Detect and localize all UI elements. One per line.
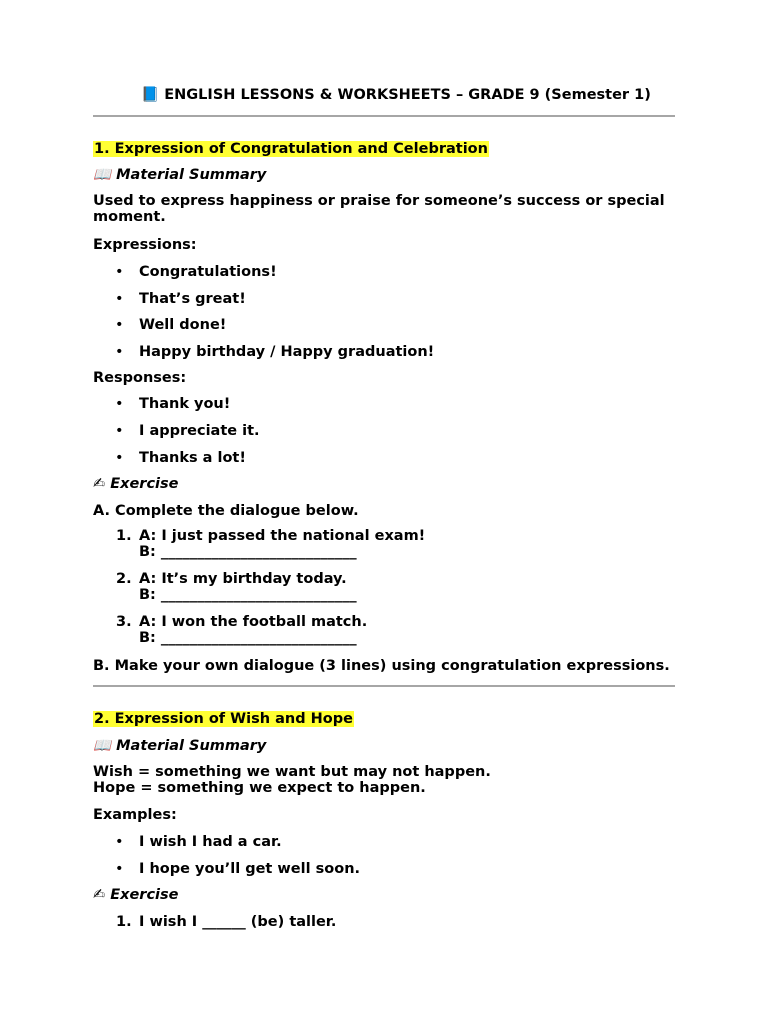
expressions-list <box>93 263 675 361</box>
list-item: • I appreciate it. <box>115 422 260 439</box>
bullet-icon: • <box>115 422 124 439</box>
responses-list <box>93 395 675 466</box>
list-item: • That’s great! <box>115 290 246 307</box>
dialogue-answer-blank: B: ___________________________ <box>139 544 357 561</box>
document-title: 📘 ENGLISH LESSONS & WORKSHEETS – GRADE 9 (Semester 1) <box>141 87 651 103</box>
list-item: • Happy birthday / Happy graduation! <box>115 343 435 360</box>
dialogue-prompt: A: I just passed the national exam! <box>139 528 426 545</box>
dialogue-list <box>93 528 675 646</box>
bullet-icon: • <box>115 396 124 413</box>
document-page <box>93 84 675 931</box>
bullet-icon: • <box>115 317 124 334</box>
dialogue-prompt: A: I won the football match. <box>139 614 368 631</box>
exercise-item: 1. I wish I ______ (be) taller. <box>116 914 337 931</box>
wish-definition: Wish = something we want but may not happen. <box>93 764 491 781</box>
examples-list <box>93 833 675 878</box>
section-1-description: Used to express happiness or praise for someone’s success or special moment. <box>93 193 665 225</box>
bullet-icon: • <box>115 449 124 466</box>
list-item: • Congratulations! <box>115 264 277 280</box>
divider <box>93 685 675 687</box>
wish-exercise-list <box>93 913 675 931</box>
responses-label: Responses: <box>93 370 187 387</box>
bullet-icon: • <box>115 860 124 877</box>
dialogue-item: 1. A: I just passed the national exam! B: ___________________________ <box>93 528 675 560</box>
section-2-summary-label: 📖 Material Summary <box>93 738 267 755</box>
section-2-heading <box>93 710 675 728</box>
list-item: • Thanks a lot! <box>115 449 246 466</box>
section-1-summary-label: 📖 Material Summary <box>93 167 267 183</box>
dialogue-answer-blank: B: ___________________________ <box>139 587 357 604</box>
list-item: • Thank you! <box>115 396 231 413</box>
expressions-label: Expressions: <box>93 237 197 253</box>
list-item: • I hope you’ll get well soon. <box>115 860 361 877</box>
list-item: • Well done! <box>115 317 227 334</box>
dialogue-item: 3. A: I won the football match. B: ___________________________ <box>93 614 675 646</box>
dialogue-prompt: A: It’s my birthday today. <box>139 571 347 588</box>
hope-definition: Hope = something we expect to happen. <box>93 780 426 797</box>
exercise-text: I wish I ______ (be) taller. <box>139 914 337 931</box>
dialogue-answer-blank: B: ___________________________ <box>139 630 357 647</box>
section-1-exercise-label: ✍ Exercise <box>93 476 179 493</box>
part-b-instruction: B. Make your own dialogue (3 lines) using congratulation expressions. <box>93 658 670 675</box>
list-item: • I wish I had a car. <box>115 834 282 851</box>
section-2-exercise-label: ✍ Exercise <box>93 887 179 904</box>
section-1-heading <box>93 140 675 158</box>
dialogue-item: 2. A: It’s my birthday today. B: ___________________________ <box>93 571 675 603</box>
wish-hope-definitions <box>93 764 675 796</box>
section-1-heading-text: 1. Expression of Congratulation and Celebration <box>94 141 488 157</box>
bullet-icon: • <box>115 343 124 360</box>
section-2-heading-text: 2. Expression of Wish and Hope <box>94 711 353 728</box>
bullet-icon: • <box>115 290 124 307</box>
bullet-icon: • <box>115 264 124 280</box>
divider <box>93 115 675 117</box>
bullet-icon: • <box>115 834 124 851</box>
examples-label: Examples: <box>93 807 177 824</box>
part-a-instruction: A. Complete the dialogue below. <box>93 503 359 520</box>
